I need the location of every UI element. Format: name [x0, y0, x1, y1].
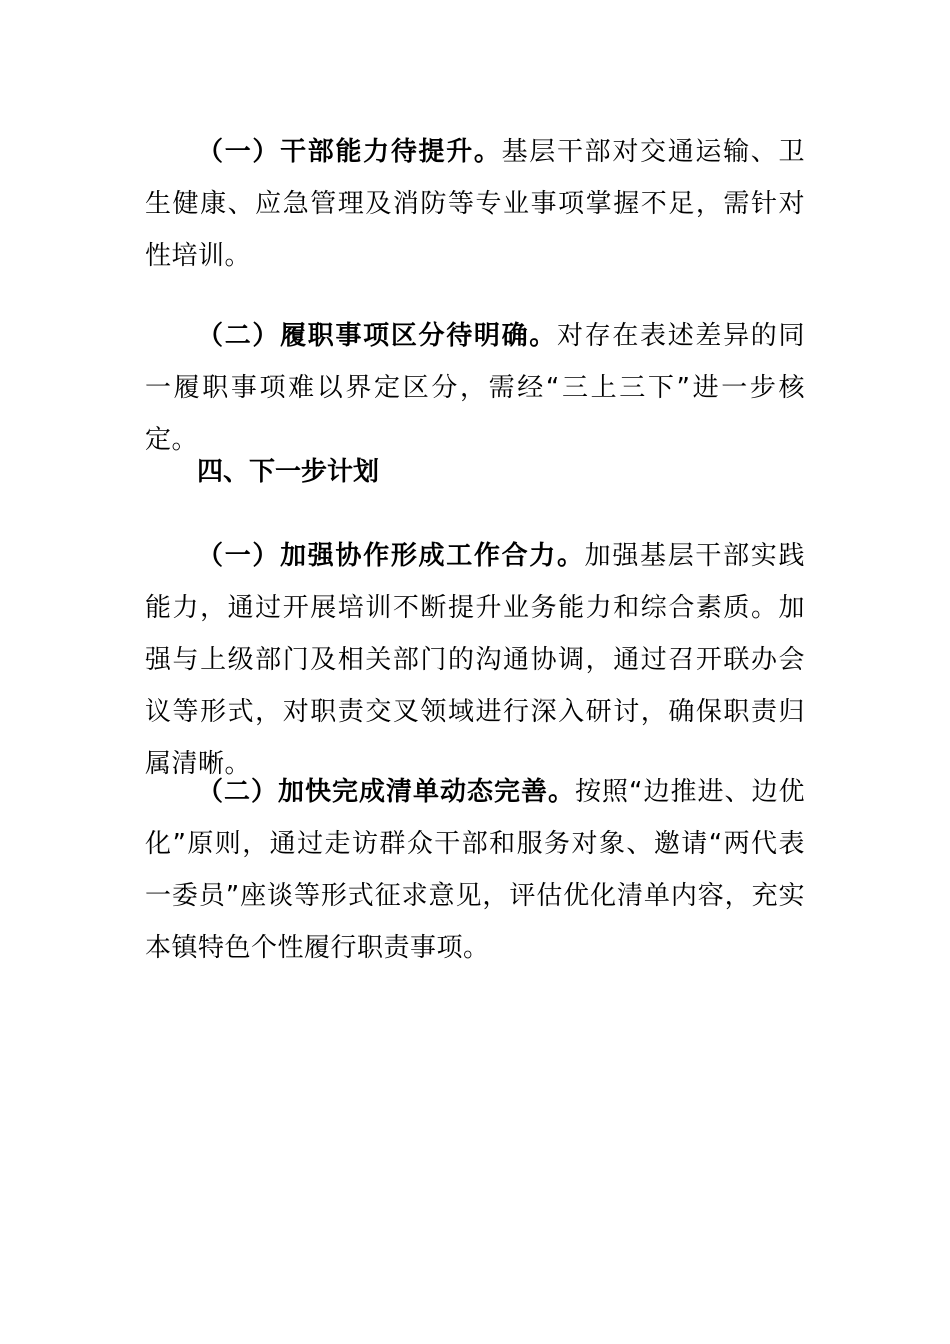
paragraph-body: 按照“边推进、边优化”原则，通过走访群众干部和服务对象、邀请“两代表一委员”座谈等形式征求意见，评估优化清单内容，充实本镇特色个性履行职责事项。: [145, 777, 805, 963]
paragraph-body: 加强基层干部实践能力，通过开展培训不断提升业务能力和综合素质。加强与上级部门及相关部门的沟通协调，通过召开联办会议等形式，对职责交叉领域进行深入研讨，确保职责归属清晰。: [145, 541, 805, 779]
paragraph-cadre-capability: [145, 126, 805, 282]
paragraph-heading: （一）加强协作形成工作合力。: [197, 541, 585, 571]
section-heading-next-steps: 四、下一步计划: [197, 457, 380, 487]
paragraph-body: 对存在表述差异的同一履职事项难以界定区分，需经“三上三下”进一步核定。: [145, 321, 805, 455]
paragraph-body: 基层干部对交通运输、卫生健康、应急管理及消防等专业事项掌握不足，需针对性培训。: [145, 137, 805, 271]
paragraph-list-improvement: [145, 766, 805, 974]
paragraph-duty-distinction: [145, 310, 805, 466]
paragraph-heading: （二）加快完成清单动态完善。: [197, 777, 576, 807]
paragraph-heading: （二）履职事项区分待明确。: [197, 321, 557, 351]
paragraph-strengthen-cooperation: [145, 530, 805, 790]
paragraph-heading: （一）干部能力待提升。: [197, 137, 502, 167]
